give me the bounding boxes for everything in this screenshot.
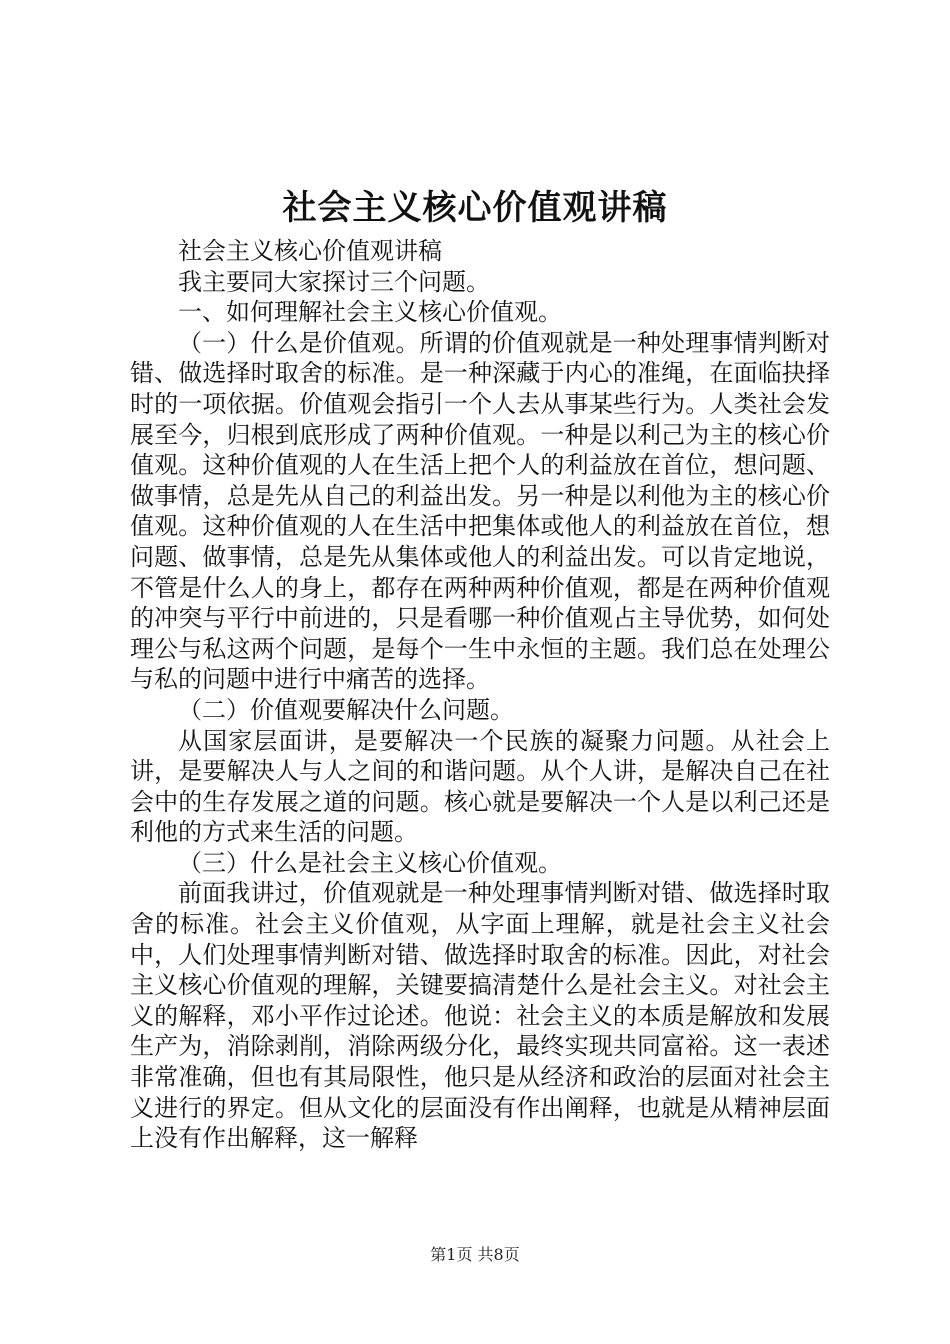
paragraph-what-is-values: （一）什么是价值观。所谓的价值观就是一种处理事情判断对错、做选择时取舍的标准。是一种深藏于内心的准绳，在面临抉择时的一项依据。价值观会指引一个人去从事某些行为。人类社会发展至今，归根到底形成了两种价值观。一种是以利己为主的核心价值观。这种价值观的人在生活上把个人的利益放在首位，想问题、做事情，总是先从自己的利益出发。另一种是以利他为主的核心价值观。这种价值观的人在生活中把集体或他人的利益放在首位，想问题、做事情，总是先从集体或他人的利益出发。可以肯定地说，不管是什么人的身上，都存在两种两种价值观，都是在两种价值观的冲突与平行中前进的，只是看哪一种价值观占主导优势，如何处理公与私这两个问题，是每个一生中永恒的主题。我们总在处理公与私的问题中进行中痛苦的选择。: [130, 328, 830, 694]
paragraph-values-purpose: 从国家层面讲，是要解决一个民族的凝聚力问题。从社会上讲，是要解决人与人之间的和谐问题。从个人讲，是解决自己在社会中的生存发展之道的问题。核心就是要解决一个人是以利己还是利他的方式来生活的问题。: [130, 726, 830, 847]
section-heading-1: 一、如何理解社会主义核心价值观。: [178, 298, 562, 327]
paragraph-heading-repeat: 社会主义核心价值观讲稿: [178, 237, 442, 265]
page-footer: 第1页 共8页: [430, 1245, 520, 1264]
subsection-heading-2: （二）价值观要解决什么问题。: [178, 695, 514, 724]
subsection-heading-3: （三）什么是社会主义核心价值观。: [178, 848, 562, 877]
document-body: [130, 236, 830, 1154]
paragraph-intro: 我主要同大家探讨三个问题。: [178, 267, 490, 296]
document-title: 社会主义核心价值观讲稿: [282, 188, 668, 228]
paragraph-socialist-values: 前面我讲过，价值观就是一种处理事情判断对错、做选择时取舍的标准。社会主义价值观，从字面上理解，就是社会主义社会中，人们处理事情判断对错、做选择时取舍的标准。因此，对社会主义核心价值观的理解，关键要搞清楚什么是社会主义。对社会主义的解释，邓小平作过论述。他说：社会主义的本质是解放和发展生产为，消除剥削，消除两级分化，最终实现共同富裕。这一表述非常准确，但也有其局限性，他只是从经济和政治的层面对社会主义进行的界定。但从文化的层面没有作出阐释，也就是从精神层面上没有作出解释，这一解释: [130, 879, 830, 1153]
